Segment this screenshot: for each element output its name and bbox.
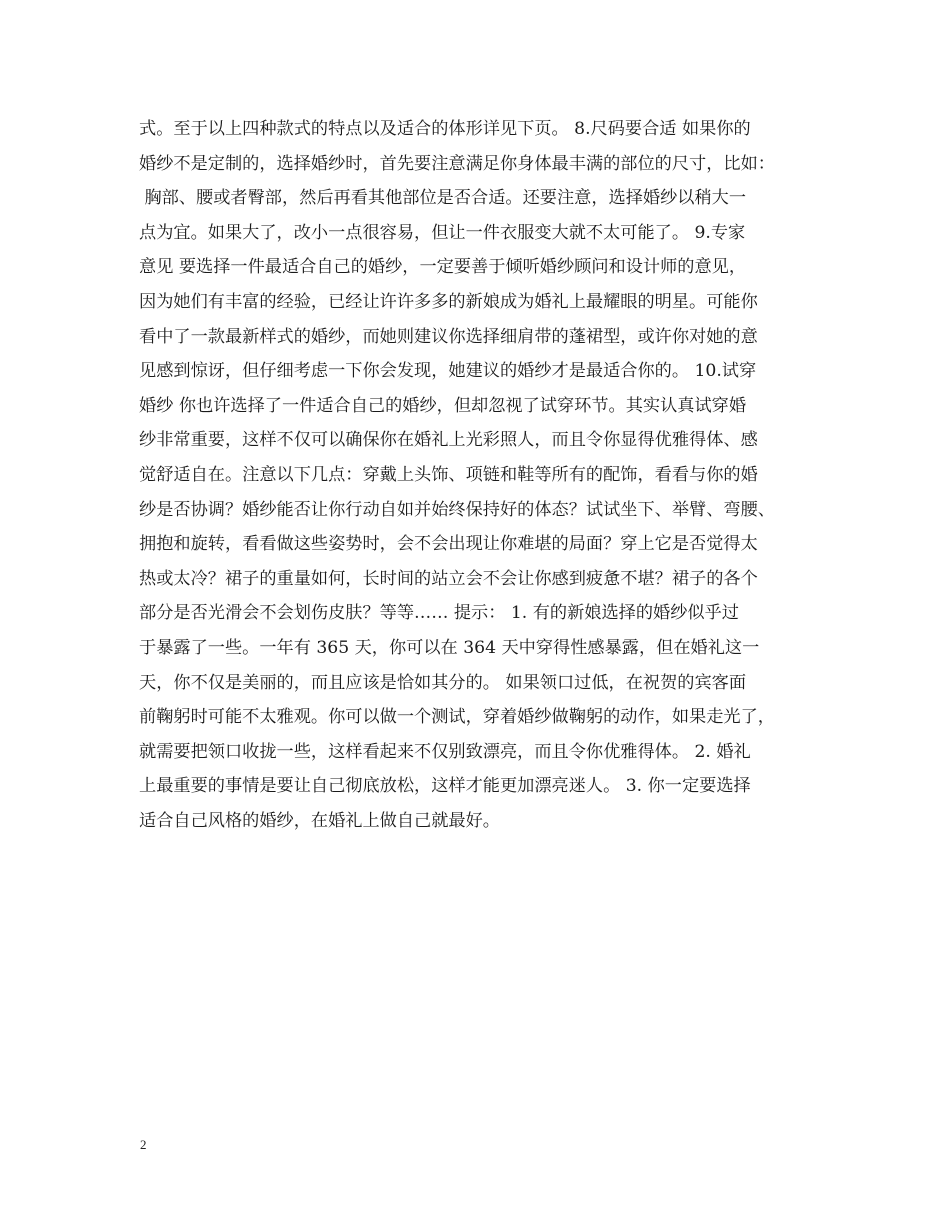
text-line: 婚纱不是定制的，选择婚纱时，首先要注意满足你身体最丰满的部位的尺寸，比如： (139, 153, 775, 174)
text-line: 上最重要的事情是要让自己彻底放松，这样才能更加漂亮迷人。 3. 你一定要选择 (139, 776, 751, 797)
text-line: 觉舒适自在。注意以下几点：穿戴上头饰、项链和鞋等所有的配饰，看看与你的婚 (139, 464, 758, 485)
text-line: 婚纱 你也许选择了一件适合自己的婚纱，但却忽视了试穿环节。其实认真试穿婚 (139, 395, 747, 416)
text-line: 适合自己风格的婚纱，在婚礼上做自己就最好。 (139, 810, 500, 831)
text-line: 因为她们有丰富的经验，已经让许许多多的新娘成为婚礼上最耀眼的明星。可能你 (139, 291, 758, 312)
text-line: 见感到惊讶，但仔细考虑一下你会发现，她建议的婚纱才是最适合你的。 10.试穿 (139, 361, 757, 382)
text-line: 胸部、腰或者臀部，然后再看其他部位是否合适。还要注意，选择婚纱以稍大一 (139, 188, 747, 209)
text-line: 部分是否光滑会不会划伤皮肤？等等…… 提示： 1. 有的新娘选择的婚纱似乎过 (139, 603, 739, 624)
text-line: 拥抱和旋转，看看做这些姿势时，会不会出现让你难堪的局面？穿上它是否觉得太 (139, 534, 758, 555)
text-line: 式。至于以上四种款式的特点以及适合的体形详见下页。 8.尺码要合适 如果你的 (139, 119, 751, 139)
text-line: 天，你不仅是美丽的，而且应该是恰如其分的。 如果领口过低，在祝贺的宾客面 (139, 672, 747, 693)
text-line: 点为宜。如果大了，改小一点很容易，但让一件衣服变大就不太可能了。 9.专家 (139, 222, 746, 243)
text-line: 纱是否协调？婚纱能否让你行动自如并始终保持好的体态？试试坐下、举臂、弯腰、 (139, 499, 775, 520)
text-line: 纱非常重要，这样不仅可以确保你在婚礼上光彩照人，而且令你显得优雅得体、感 (139, 430, 758, 451)
text-line: 看中了一款最新样式的婚纱，而她则建议你选择细肩带的蓬裙型，或许你对她的意 (139, 326, 758, 347)
text-line: 于暴露了一些。一年有 365 天，你可以在 364 天中穿得性感暴露，但在婚礼这一 (139, 637, 760, 658)
text-line: 热或太冷？裙子的重量如何，长时间的站立会不会让你感到疲惫不堪？裙子的各个 (139, 568, 758, 589)
page-number: 2 (140, 1137, 147, 1152)
body-text (139, 112, 819, 838)
text-line: 前鞠躬时可能不太雅观。你可以做一个测试，穿着婚纱做鞠躬的动作，如果走光了， (139, 707, 775, 728)
text-line: 意见 要选择一件最适合自己的婚纱，一定要善于倾听婚纱顾问和设计师的意见， (139, 257, 747, 278)
text-line: 就需要把领口收拢一些，这样看起来不仅别致漂亮，而且令你优雅得体。 2. 婚礼 (139, 741, 751, 762)
